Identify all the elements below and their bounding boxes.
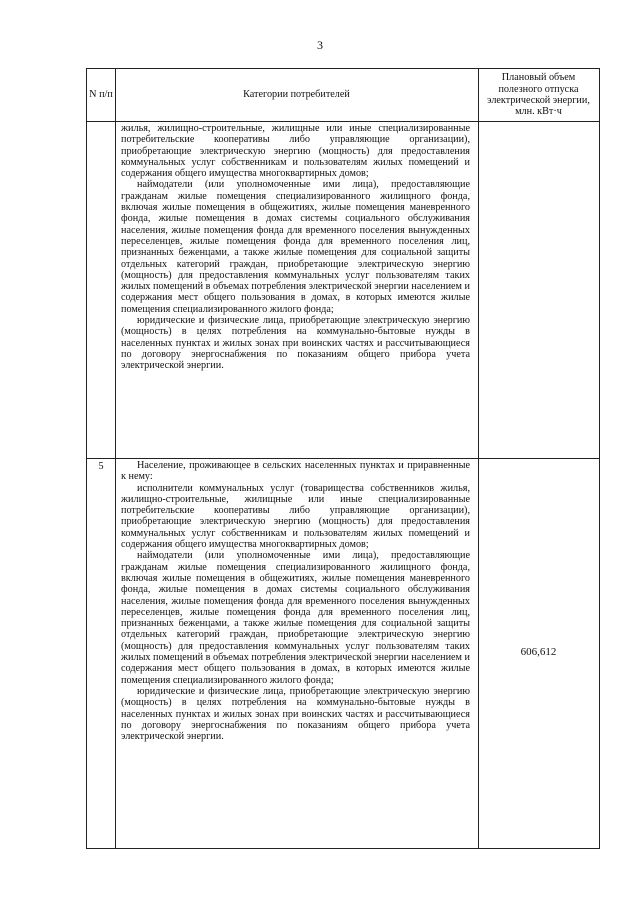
paragraph: наймодатели (или уполномоченные ими лица), предоставляющие гражданам жилые помещения специализированного жилищного фонда, включая жилые помещения в общежитиях, жилые помещения маневренного фонда, жилые помещения в домах системы социального обслуживания населения, жилые помещения фонда для временного поселения вынужденных переселенцев, жилые помещения фонда для временного поселения лиц, признанных беженцами, а также жилые помещения для социальной защиты отдельных категорий граждан, приобретающие электрическую энергию (мощность) для предоставления коммунальных услуг пользователям таких жилых помещений в объемах потребления электрической энергии населением и содержания мест общего пользования в домах, в которых имеются жилые помещения специализированного жилого фонда; (121, 550, 470, 686)
paragraph: жилья, жилищно-строительные, жилищные или иные специализированные потребительские кооперативы либо управляющие организации), приобретающие электрическую энергию (мощность) для предоставления коммунальных услуг собственникам и пользователям жилых помещений и содержания общего имущества многоквартирных домов; (121, 123, 470, 180)
page-number: 3 (317, 38, 323, 52)
paragraph: наймодатели (или уполномоченные ими лица), предоставляющие гражданам жилые помещения специализированного жилищного фонда, включая жилые помещения в общежитиях, жилые помещения маневренного фонда, жилые помещения в домах системы социального обслуживания населения, жилые помещения фонда для временного поселения вынужденных переселенцев, жилые помещения фонда для временного поселения лиц, признанных беженцами, а также жилые помещения для социальной защиты отдельных категорий граждан, приобретающие электрическую энергию (мощность) для предоставления коммунальных услуг пользователям таких жилых помещений в объемах потребления электрической энергии населением и содержания мест общего пользования в домах, в которых имеются жилые помещения специализированного жилого фонда; (121, 179, 470, 315)
header-category: Категории потребителей (243, 89, 350, 101)
header-volume: Плановый объем полезного отпуска электрической энергии, млн. кВт·ч (487, 72, 590, 118)
header-number: N п/п (89, 89, 113, 101)
row-5-text (115, 459, 478, 849)
continued-row-text (115, 122, 478, 458)
paragraph: исполнители коммунальных услуг (товарищества собственников жилья, жилищно-строительные, жилищные или иные специализированные потребительские кооперативы либо управляющие организации), приобретающие электрическую энергию (мощность) для предоставления коммунальных услуг собственникам и пользователям жилых помещений и содержания общего имущества многоквартирных домов; (121, 482, 470, 551)
paragraph: юридические и физические лица, приобретающие электрическую энергию (мощность) в целях потребления на коммунально-бытовые нужды в населенных пунктах и жилых зонах при воинских частях и рассчитывающиеся по договору энергоснабжения по показаниям общего прибора учета электрической энергии. (121, 685, 470, 743)
paragraph: юридические и физические лица, приобретающие электрическую энергию (мощность) в целях потребления на коммунально-бытовые нужды в населенных пунктах и жилых зонах при воинских частях и рассчитывающиеся по договору энергоснабжения по показаниям общего прибора учета электрической энергии. (121, 315, 470, 372)
row-5-volume: 606,612 (520, 646, 557, 658)
paragraph: Население, проживающее в сельских населенных пунктах и приравненные к нему: (121, 460, 470, 483)
consumer-table (86, 68, 600, 849)
row-number: 5 (98, 461, 104, 472)
